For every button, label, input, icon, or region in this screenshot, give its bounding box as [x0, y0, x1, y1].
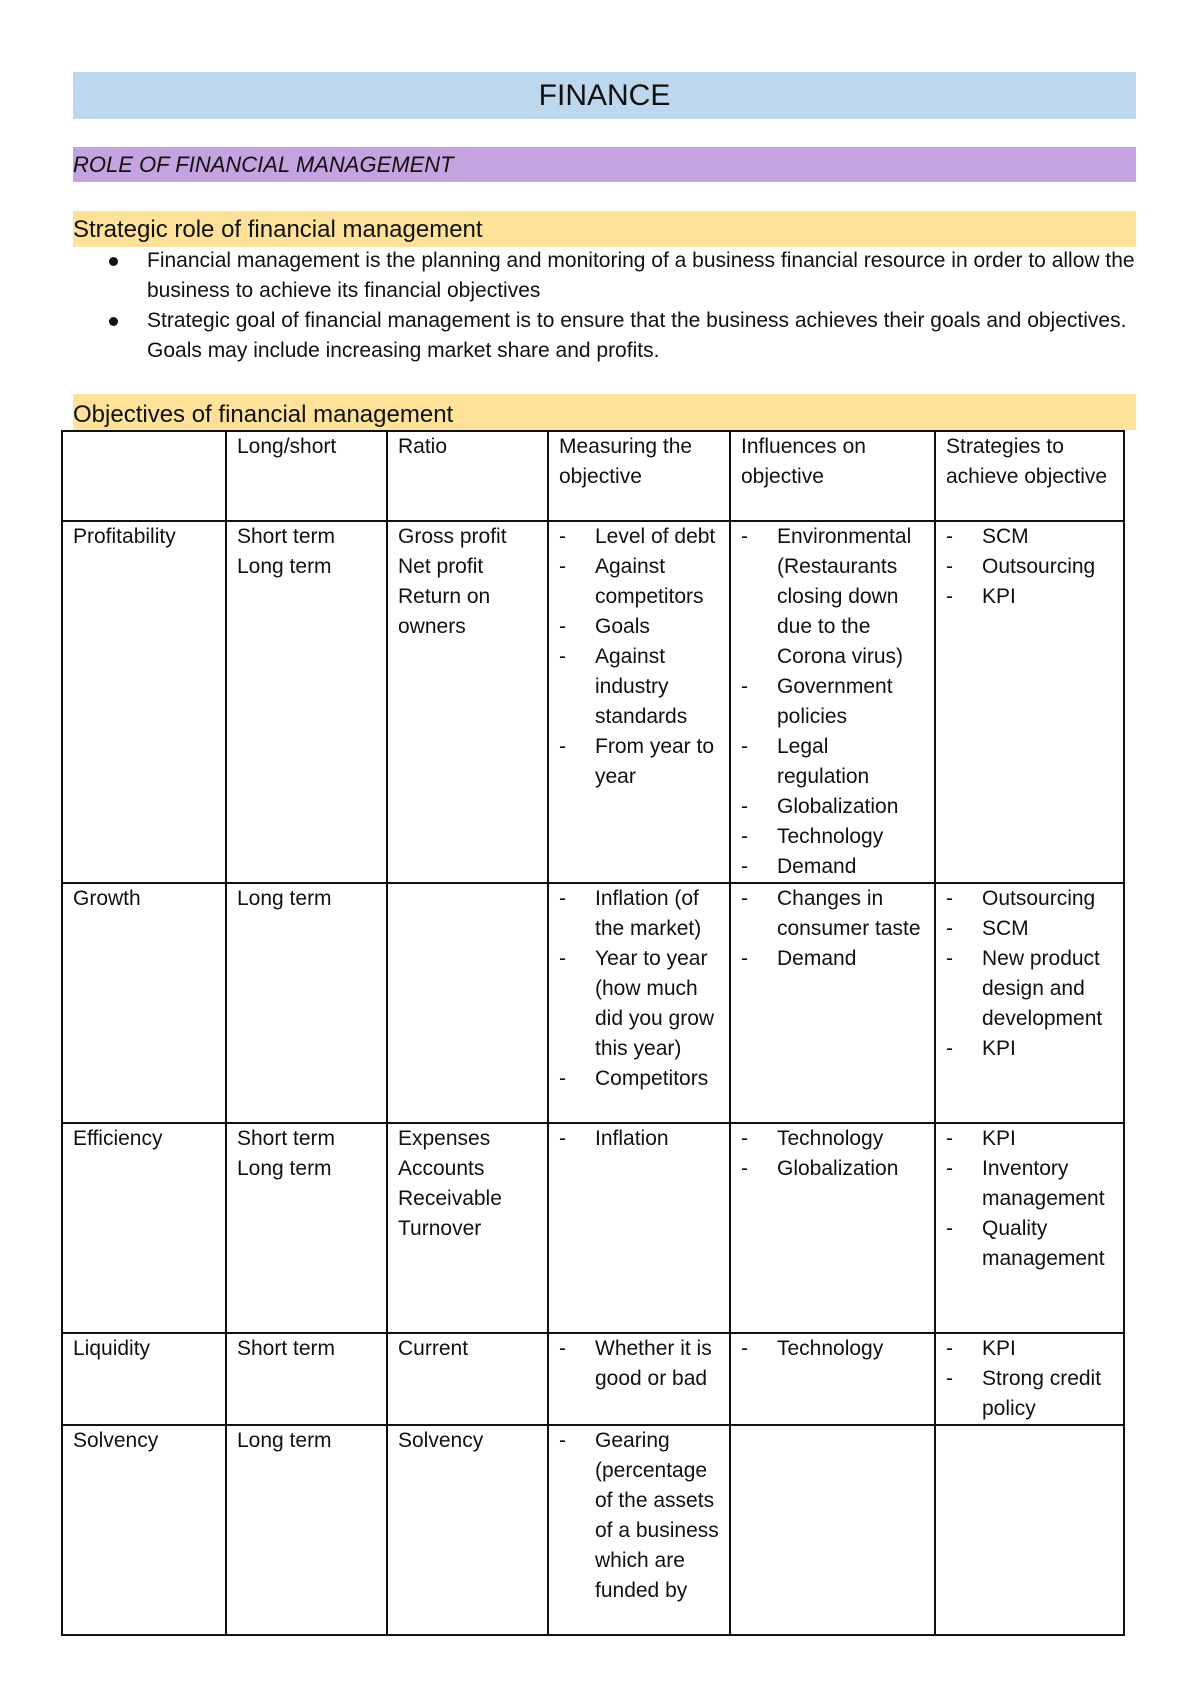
list-item: - Demand — [741, 944, 924, 974]
row-label-cell — [62, 1333, 226, 1425]
section-heading: ROLE OF FINANCIAL MANAGEMENT — [73, 147, 1136, 182]
list-item: Turnover — [398, 1217, 482, 1240]
measuring-cell-list — [559, 1124, 719, 1154]
list-item: Current — [398, 1337, 469, 1360]
term-cell — [226, 883, 387, 1123]
list-item: - Against industry standards — [559, 642, 719, 732]
list-item: - Technology — [741, 1124, 924, 1154]
list-item: - KPI — [946, 582, 1113, 612]
list-item: - Gearing (percentage of the assets of a business which are funded by — [559, 1426, 719, 1606]
row-label-cell — [62, 521, 226, 883]
list-item: - Environmental (Restaurants closing down due to the Corona virus) — [741, 522, 924, 672]
list-item: - Strong credit policy — [946, 1364, 1113, 1424]
bullet-item — [73, 306, 1136, 366]
list-item: - Goals — [559, 612, 719, 642]
objectives-table — [61, 430, 1125, 1636]
list-item: Expenses — [398, 1127, 491, 1150]
list-item: - Demand — [741, 852, 924, 882]
bullet-item — [73, 246, 1136, 306]
ratio-cell-list — [398, 1426, 537, 1456]
influences-cell — [730, 883, 935, 1123]
influences-cell-list — [741, 1334, 924, 1364]
list-item: - Inflation (of the market) — [559, 884, 719, 944]
term-cell — [226, 1425, 387, 1635]
ratio-cell — [387, 1123, 548, 1333]
ratio-cell — [387, 1333, 548, 1425]
measuring-cell — [548, 1123, 730, 1333]
list-item: - Technology — [741, 1334, 924, 1364]
list-item: - Outsourcing — [946, 884, 1113, 914]
row-label: Solvency — [73, 1429, 159, 1452]
influences-cell — [730, 1333, 935, 1425]
strategies-cell-list — [946, 884, 1113, 1064]
strategies-cell — [935, 1123, 1124, 1333]
column-header: Influences on objective — [730, 431, 935, 521]
measuring-cell-list — [559, 1426, 719, 1606]
influences-cell-list — [741, 522, 924, 882]
ratio-cell-list — [398, 1124, 537, 1244]
table-row — [62, 883, 1124, 1123]
list-item: - Level of debt — [559, 522, 719, 552]
strategic-heading: Strategic role of financial management — [73, 211, 1136, 247]
strategies-cell-list — [946, 1124, 1113, 1274]
measuring-cell — [548, 521, 730, 883]
list-item: Short term — [237, 1127, 336, 1150]
measuring-cell — [548, 883, 730, 1123]
bullet-icon — [109, 257, 118, 266]
list-item: - Changes in consumer taste — [741, 884, 924, 944]
bullet-icon — [109, 317, 118, 326]
strategic-bullet-list — [73, 246, 1136, 366]
list-item: Long term — [237, 1157, 332, 1180]
bullet-text: Strategic goal of financial management is to ensure that the business achieves their goals and objectives. Goals may include increasing market share and profits. — [147, 309, 1127, 362]
list-item: - SCM — [946, 522, 1113, 552]
list-item: Net profit — [398, 555, 484, 578]
column-header: Long/short — [226, 431, 387, 521]
column-header — [62, 431, 226, 521]
list-item: - Against competitors — [559, 552, 719, 612]
row-label: Growth — [73, 887, 141, 910]
list-item: - KPI — [946, 1034, 1113, 1064]
measuring-cell — [548, 1425, 730, 1635]
list-item: - Whether it is good or bad — [559, 1334, 719, 1394]
influences-cell — [730, 521, 935, 883]
list-item: - Year to year (how much did you grow this year) — [559, 944, 719, 1064]
ratio-cell-list — [398, 1334, 537, 1364]
list-item: Return on owners — [398, 585, 491, 638]
list-item: - Legal regulation — [741, 732, 924, 792]
influences-cell-list — [741, 884, 924, 974]
bullet-text: Financial management is the planning and monitoring of a business financial resource in order to allow the business to achieve its financial objectives — [147, 249, 1135, 302]
strategies-cell — [935, 1425, 1124, 1635]
ratio-cell-list — [398, 522, 537, 642]
table-body — [62, 521, 1124, 1635]
list-item: - Outsourcing — [946, 552, 1113, 582]
term-cell-list — [237, 1124, 376, 1184]
table-row — [62, 1425, 1124, 1635]
list-item: - Globalization — [741, 1154, 924, 1184]
document-title: FINANCE — [73, 72, 1136, 119]
row-label-cell — [62, 1123, 226, 1333]
row-label-cell — [62, 1425, 226, 1635]
list-item: - KPI — [946, 1124, 1113, 1154]
strategies-cell — [935, 883, 1124, 1123]
row-label: Profitability — [73, 525, 176, 548]
column-header: Strategies to achieve objective — [935, 431, 1124, 521]
list-item: Gross profit — [398, 525, 507, 548]
list-item: - Inflation — [559, 1124, 719, 1154]
table-header-row — [62, 431, 1124, 521]
term-cell-list — [237, 1334, 376, 1364]
list-item: - Globalization — [741, 792, 924, 822]
ratio-cell — [387, 883, 548, 1123]
list-item: - Quality management — [946, 1214, 1113, 1274]
term-cell-list — [237, 1426, 376, 1456]
strategies-cell — [935, 1333, 1124, 1425]
term-cell — [226, 1333, 387, 1425]
list-item: Long term — [237, 887, 332, 910]
term-cell-list — [237, 522, 376, 582]
strategies-cell-list — [946, 1334, 1113, 1424]
table-row — [62, 521, 1124, 883]
list-item: - Inventory management — [946, 1154, 1113, 1214]
column-header: Measuring the objective — [548, 431, 730, 521]
row-label-cell — [62, 883, 226, 1123]
measuring-cell-list — [559, 1334, 719, 1394]
list-item: - Competitors — [559, 1064, 719, 1094]
list-item: Accounts Receivable — [398, 1157, 502, 1210]
influences-cell-list — [741, 1124, 924, 1184]
column-header: Ratio — [387, 431, 548, 521]
measuring-cell — [548, 1333, 730, 1425]
list-item: - KPI — [946, 1334, 1113, 1364]
list-item: - SCM — [946, 914, 1113, 944]
influences-cell — [730, 1425, 935, 1635]
term-cell-list — [237, 884, 376, 914]
list-item: Long term — [237, 555, 332, 578]
table-row — [62, 1123, 1124, 1333]
table-row — [62, 1333, 1124, 1425]
row-label: Liquidity — [73, 1337, 151, 1360]
list-item: - New product design and development — [946, 944, 1113, 1034]
term-cell — [226, 521, 387, 883]
ratio-cell — [387, 1425, 548, 1635]
term-cell — [226, 1123, 387, 1333]
influences-cell — [730, 1123, 935, 1333]
measuring-cell-list — [559, 884, 719, 1094]
list-item: Solvency — [398, 1429, 484, 1452]
list-item: - Technology — [741, 822, 924, 852]
list-item: Short term — [237, 1337, 336, 1360]
objectives-heading: Objectives of financial management — [73, 394, 1136, 430]
list-item: - Government policies — [741, 672, 924, 732]
strategies-cell-list — [946, 522, 1113, 612]
ratio-cell — [387, 521, 548, 883]
measuring-cell-list — [559, 522, 719, 792]
list-item: - From year to year — [559, 732, 719, 792]
row-label: Efficiency — [73, 1127, 163, 1150]
strategies-cell — [935, 521, 1124, 883]
list-item: Long term — [237, 1429, 332, 1452]
list-item: Short term — [237, 525, 336, 548]
